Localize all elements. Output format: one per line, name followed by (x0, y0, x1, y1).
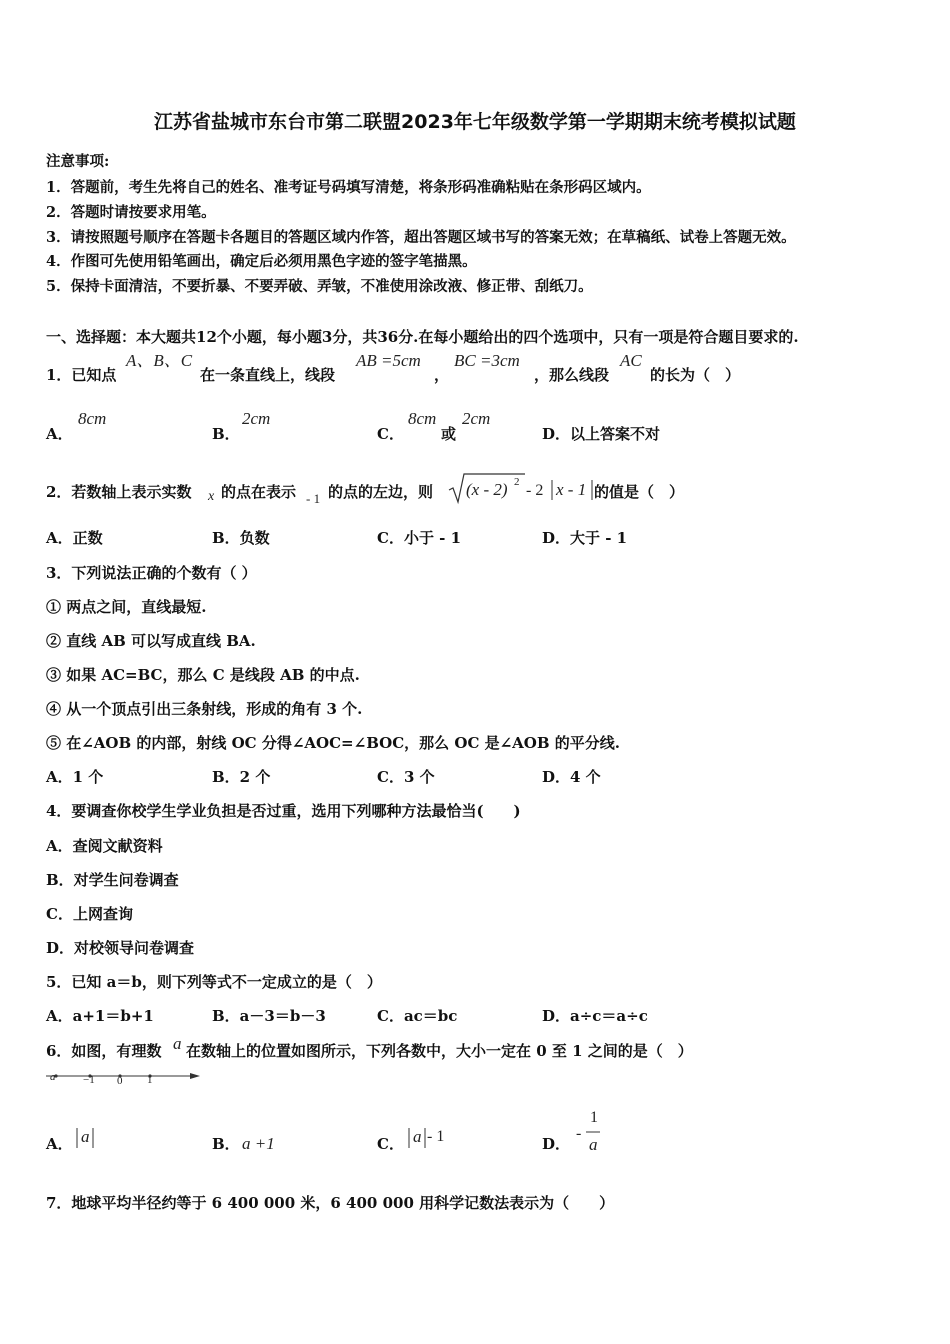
q1-option-b: B． (212, 425, 240, 443)
q3-statement: ① 两点之间，直线最短. (46, 598, 207, 616)
q2-text: 的值是（ ） (594, 483, 685, 501)
q6-option-a-math: a (81, 1127, 90, 1146)
q2-option-c: C．小于 - 1 (377, 529, 462, 547)
note-item: 4．作图可先使用铅笔画出，确定后必须用黑色字迹的签字笔描黑。 (46, 253, 477, 270)
q5-stem: 5．已知 a＝b，则下列等式不一定成立的是（ ） (46, 973, 382, 991)
q3-statement: ③ 如果 AC=BC，那么 C 是线段 AB 的中点. (46, 666, 360, 684)
q1-math-ac: AC (620, 351, 642, 370)
note-item: 3．请按照题号顺序在答题卡各题目的答题区域内作答，超出答题区域书写的答案无效；在草稿纸、试卷上答题无效。 (46, 229, 796, 246)
q6-option-d-denominator: a (589, 1135, 598, 1154)
q2-expr: (x - 2) (466, 480, 508, 499)
q6-math-a: a (173, 1034, 182, 1053)
q1-math-points: A、B、C (126, 351, 193, 370)
q6-option-d-fraction-bar (586, 1131, 602, 1133)
q5-option-d: D．a÷c＝a÷c (542, 1007, 648, 1025)
q1-option-a: A． (46, 425, 73, 443)
axis-label-a: a (50, 1071, 56, 1083)
axis-label-neg1: −1 (83, 1074, 95, 1086)
q6-option-b: B． (212, 1135, 240, 1153)
q6-option-a: A． (46, 1135, 73, 1153)
q1-option-c: C． (377, 425, 404, 443)
section-heading: 一、选择题：本大题共12个小题，每小题3分，共36分.在每小题给出的四个选项中，只有一项是符合题目要求的. (46, 328, 799, 346)
q2-expr-minus: - 2 (526, 482, 544, 499)
q7-stem: 7．地球平均半径约等于 6 400 000 米，6 400 000 用科学记数法表示为（ ） (46, 1194, 615, 1212)
q3-option-a: A．1 个 (46, 768, 104, 786)
q2-text: 2．若数轴上表示实数 (46, 483, 192, 501)
q6-option-c-tail: - 1 (427, 1128, 445, 1145)
q3-statement: ② 直线 AB 可以写成直线 BA. (46, 632, 256, 650)
axis-label-one: 1 (147, 1074, 153, 1086)
q2-option-a: A．正数 (46, 529, 103, 547)
notes-heading: 注意事项: (46, 153, 110, 170)
q2-text: 的点在表示 (221, 483, 297, 501)
q3-stem: 3．下列说法正确的个数有（ ） (46, 564, 257, 582)
q6-text: 6．如图，有理数 (46, 1042, 162, 1060)
q5-option-b: B．a－3＝b－3 (212, 1007, 326, 1025)
q2-option-b: B．负数 (212, 529, 270, 547)
q2-math-x: x (208, 489, 215, 504)
note-item: 5．保持卡面清洁，不要折暴、不要弄破、弄皱，不准使用涂改液、修正带、刮纸刀。 (46, 278, 593, 295)
q6-option-b-math: a +1 (242, 1134, 275, 1153)
q2-option-d: D．大于 - 1 (542, 529, 628, 547)
note-item: 2．答题时请按要求用笔。 (46, 204, 216, 221)
q1-text: 的长为（ ） (650, 366, 741, 384)
q3-statement: ⑤ 在∠AOB 的内部，射线 OC 分得∠AOC=∠BOC，那么 OC 是∠AOB 的平分线. (46, 734, 621, 752)
q4-option-b: B．对学生问卷调查 (46, 871, 179, 889)
q6-option-d-minus: - (576, 1125, 582, 1142)
q1-text: 在一条直线上，线段 (200, 366, 336, 384)
page-title: 江苏省盐城市东台市第二联盟2023年七年级数学第一学期期末统考模拟试题 (154, 111, 796, 133)
q6-option-d-numerator: 1 (590, 1109, 598, 1126)
q6-option-c-math: a (413, 1127, 422, 1146)
q3-option-b: B．2 个 (212, 768, 271, 786)
q1-option-d: D．以上答案不对 (542, 425, 661, 443)
number-line-figure (44, 1066, 204, 1090)
q5-option-c: C．ac＝bc (377, 1007, 458, 1025)
q4-option-d: D．对校领导问卷调查 (46, 939, 195, 957)
q1-option-c-or: 或 (441, 425, 457, 443)
q4-option-c: C．上网查询 (46, 905, 133, 923)
axis-label-zero: 0 (117, 1075, 123, 1087)
q6-option-c: C． (377, 1135, 404, 1153)
q3-option-c: C．3 个 (377, 768, 435, 786)
note-item: 1．答题前，考生先将自己的姓名、准考证号码填写清楚，将条形码准确粘贴在条形码区域内。 (46, 179, 651, 196)
q6-option-d: D． (542, 1135, 571, 1153)
q1-text: ，那么线段 (534, 366, 610, 384)
q4-option-a: A．查阅文献资料 (46, 837, 163, 855)
q5-option-a: A．a+1＝b+1 (46, 1007, 154, 1025)
q2-expr-exponent: 2 (514, 476, 520, 488)
q1-text: 1．已知点 (46, 366, 117, 384)
q1-option-c-math: 2cm (462, 409, 491, 428)
q2-math-neg1: - 1 (306, 491, 321, 506)
q6-text: 在数轴上的位置如图所示，下列各数中，大小一定在 0 至 1 之间的是（ ） (186, 1042, 693, 1060)
q3-option-d: D．4 个 (542, 768, 601, 786)
q1-math-ab: AB =5cm (356, 351, 421, 370)
q1-math-bc: BC =3cm (454, 351, 520, 370)
number-line-arrow (190, 1073, 200, 1079)
q1-option-a-math: 8cm (78, 409, 107, 428)
q1-option-b-math: 2cm (242, 409, 271, 428)
q2-abs-expr: x - 1 (556, 480, 587, 499)
q3-statement: ④ 从一个顶点引出三条射线，形成的角有 3 个. (46, 700, 363, 718)
q1-option-c-math: 8cm (408, 409, 437, 428)
q2-text: 的点的左边，则 (328, 483, 434, 501)
q1-text: ， (434, 366, 450, 384)
q4-stem: 4．要调查你校学生学业负担是否过重，选用下列哪种方法最恰当( ) (46, 802, 521, 820)
